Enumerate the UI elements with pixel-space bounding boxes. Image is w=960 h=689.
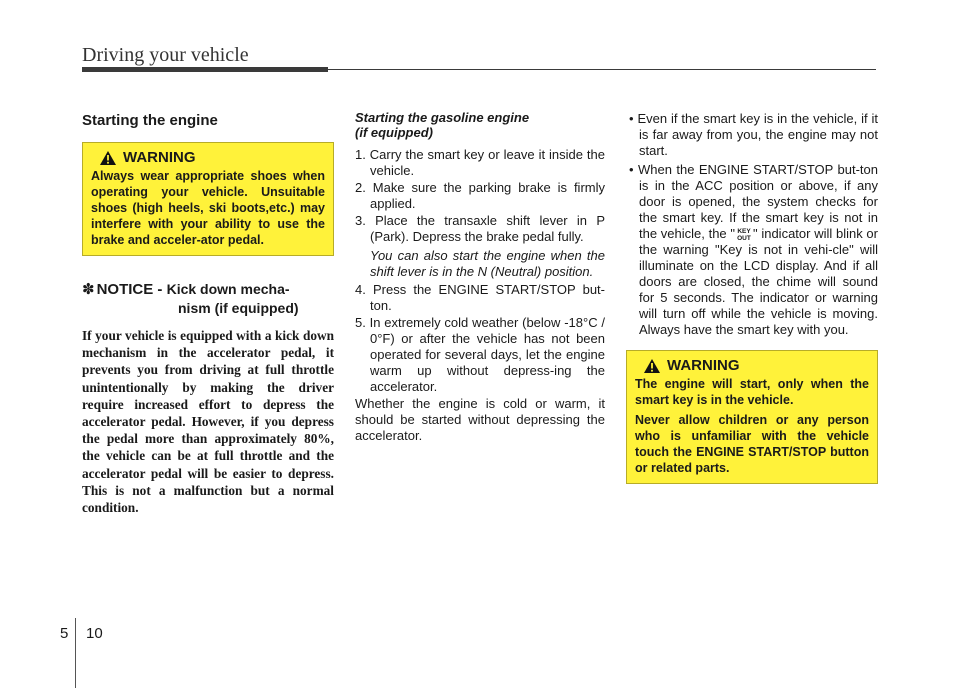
warning-text: Always wear appropriate shoes when operating your vehicle. Unsuitable shoes (high heels, ski boots,etc.) may interfere with your ability to use the brake and acceler-ator pedal.: [91, 169, 325, 247]
key-out-icon-line2: OUT: [737, 235, 751, 242]
page-number: 10: [86, 625, 103, 642]
footer-divider: [75, 618, 76, 688]
bullet-item: • Even if the smart key is in the vehicle, if it is far away from you, the engine may not start.: [629, 111, 878, 158]
warning-triangle-icon: [99, 150, 117, 166]
warning-title: WARNING: [667, 357, 740, 374]
header-rule-thick: [82, 67, 328, 72]
notice-subject-line1: Kick down mecha-: [166, 281, 290, 297]
step-item: 5. In extremely cold weather (below -18°C / 0°F) or after the vehicle has not been operated for several days, let the engine warm up without depress-ing the accelerator.: [355, 315, 605, 394]
closing-paragraph: Whether the engine is cold or warm, it should be started without depressing the accelerator.: [355, 396, 605, 443]
warning-box-shoes: [82, 142, 334, 256]
step-3-note: You can also start the engine when the shift lever is in the N (Neutral) position.: [370, 248, 605, 279]
chapter-title: Driving your vehicle: [82, 44, 249, 66]
middle-column: [355, 110, 605, 444]
step-item: 4. Press the ENGINE START/STOP but-ton.: [355, 282, 605, 313]
smart-key-bullets: [626, 111, 878, 338]
bullet-1-text: Even if the smart key is in the vehicle, if it is far away from you, the engine may not start.: [637, 111, 878, 158]
warning-box-smart-key: [626, 350, 878, 484]
warning-para-2: Never allow children or any person who is unfamiliar with the vehicle touch the ENGINE START/STOP button or related parts.: [635, 413, 869, 475]
bullet-2-text-a: When the ENGINE START/STOP but-ton is in the ACC position or above, if any door is opened, the system checks for the smart key. If the smart key is not in the vehicle, the ": [637, 162, 878, 241]
left-column: [82, 110, 334, 516]
key-out-icon: [735, 228, 753, 242]
notice-body: If your vehicle is equipped with a kick down mechanism in the accelerator pedal, it prevents you from driving at full throttle unintentionally by making the driver require increased effort to depress the accelerator pedal. However, if you depress the pedal more than approximately 80%, the vehicle can be at full throttle and the accelerator pedal will be easier to depress. This is not a malfunction but a normal condition.: [82, 328, 334, 516]
bullet-2-text-b: " indicator will blink or the warning "Key is not in vehi-cle" will illuminate on the LCD display. And if all doors are closed, the chime will sound for 5 seconds. The indicator or warning will turn off while the vehicle is moving. Always have the smart key with you.: [639, 226, 878, 337]
start-steps-list: [355, 147, 605, 395]
section-heading: Starting the engine: [82, 112, 218, 129]
step-item: [355, 213, 605, 280]
step-3-text: 3. Place the transaxle shift lever in P (Park). Depress the brake pedal fully.: [355, 213, 605, 244]
warning-header: [643, 357, 869, 374]
warning-title: WARNING: [123, 149, 196, 166]
step-item: 2. Make sure the parking brake is firmly applied.: [355, 180, 605, 211]
notice-heading: [82, 280, 334, 317]
notice-star-icon: ✽: [82, 281, 95, 298]
right-column: [626, 111, 878, 484]
warning-para-1: The engine will start, only when the smart key is in the vehicle.: [635, 377, 869, 407]
header-rule-thin: [328, 69, 876, 70]
gasoline-subheading-line2: (if equipped): [355, 125, 433, 140]
gasoline-subheading-line1: Starting the gasoline engine: [355, 110, 530, 125]
notice-subject-line2: nism (if equipped): [178, 300, 299, 316]
chapter-number: 5: [60, 625, 69, 642]
bullet-item: • When the ENGINE START/STOP but-ton is in the ACC position or above, if any door is opened, the system checks for the smart key. If the smart key is not in the vehicle, the " KEY OUT " indicator will blink or the warning "Key is not in vehi-cle" will illuminate on the LCD display. And if all doors are closed, the chime will sound for 5 seconds. The indicator or warning will turn off while the vehicle is moving. Always have the smart key with you.: [629, 162, 878, 337]
gasoline-subheading: [355, 110, 605, 140]
key-out-icon-line1: KEY: [737, 228, 751, 235]
notice-block: [82, 280, 334, 516]
warning-header: [99, 149, 325, 166]
step-item: 1. Carry the smart key or leave it inside the vehicle.: [355, 147, 605, 178]
warning-triangle-icon: [643, 358, 661, 374]
notice-label: NOTICE -: [96, 281, 163, 298]
